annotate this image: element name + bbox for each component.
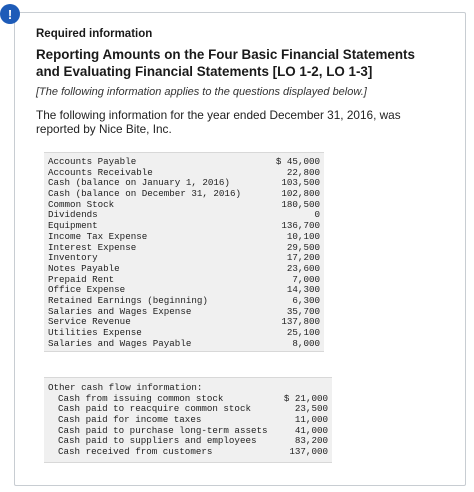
account-label: Income Tax Expense [48, 230, 148, 242]
accounts-table [44, 152, 324, 352]
account-label: Salaries and Wages Expense [48, 305, 192, 317]
cash-flow-value: 11,000 [294, 414, 328, 426]
account-label: Utilities Expense [48, 327, 142, 338]
account-value: 8,000 [292, 337, 320, 349]
cash-flow-value: 137,000 [289, 446, 328, 458]
account-label: Equipment [48, 220, 98, 232]
account-label: Accounts Payable [48, 156, 137, 167]
cash-flow-heading: Other cash flow information: [48, 382, 203, 393]
account-value: 136,700 [281, 220, 320, 232]
account-label: Prepaid Rent [48, 273, 115, 285]
cash-flow-table [44, 377, 332, 463]
account-value: 102,800 [281, 188, 320, 200]
account-label: Cash (balance on December 31, 2016) [48, 188, 241, 200]
account-value: 180,500 [281, 198, 320, 210]
account-value: 6,300 [292, 294, 320, 306]
account-value: 17,200 [286, 252, 320, 264]
account-value: 137,800 [281, 316, 320, 328]
account-value: 7,000 [292, 273, 320, 285]
cash-flow-label: Cash paid to purchase long-term assets [58, 424, 268, 436]
cash-flow-label: Cash paid to reacquire common stock [58, 403, 251, 415]
account-value: 10,100 [286, 230, 320, 242]
account-value: $ 45,000 [275, 156, 320, 167]
account-label: Notes Payable [48, 262, 120, 274]
account-label: Service Revenue [48, 316, 131, 328]
applies-note: [The following information applies to the questions displayed below.] [36, 86, 367, 98]
table-row [44, 339, 324, 350]
intro-text: The following information for the year ended December 31, 2016, was reported by Nice Bite, Inc. [36, 108, 401, 136]
cash-flow-value: 23,500 [294, 403, 328, 415]
cash-flow-value: 83,200 [294, 435, 328, 447]
cash-flow-label: Cash paid for income taxes [58, 414, 202, 426]
table-row [44, 264, 324, 275]
account-label: Inventory [48, 252, 98, 264]
account-value: 0 [314, 209, 320, 221]
required-information-label: Required information [36, 28, 153, 40]
account-label: Common Stock [48, 198, 115, 210]
account-label: Retained Earnings (beginning) [48, 294, 208, 306]
account-value: 23,600 [286, 262, 320, 274]
cash-flow-label: Cash paid to suppliers and employees [58, 435, 257, 447]
question-title: Reporting Amounts on the Four Basic Financial Statements and Evaluating Financial Statements [LO 1-2, LO 1-3] [36, 47, 415, 79]
account-label: Salaries and Wages Payable [48, 337, 192, 349]
cash-flow-value: 41,000 [294, 424, 328, 436]
account-value: 22,800 [286, 166, 320, 178]
account-value: 103,500 [281, 177, 320, 189]
account-value: 29,500 [286, 241, 320, 253]
account-label: Cash (balance on January 1, 2016) [48, 177, 230, 189]
cash-flow-label: Cash received from customers [58, 446, 213, 458]
account-value: 25,100 [286, 327, 320, 338]
table-row [44, 447, 332, 458]
account-label: Accounts Receivable [48, 166, 153, 178]
account-label: Interest Expense [48, 241, 137, 253]
account-value: 14,300 [286, 284, 320, 296]
cash-flow-value: $ 21,000 [283, 392, 328, 404]
account-label: Dividends [48, 209, 98, 221]
table-row [44, 232, 324, 243]
cash-flow-label: Cash from issuing common stock [58, 392, 224, 404]
account-label: Office Expense [48, 284, 126, 296]
alert-icon: ! [0, 4, 20, 24]
account-value: 35,700 [286, 305, 320, 317]
